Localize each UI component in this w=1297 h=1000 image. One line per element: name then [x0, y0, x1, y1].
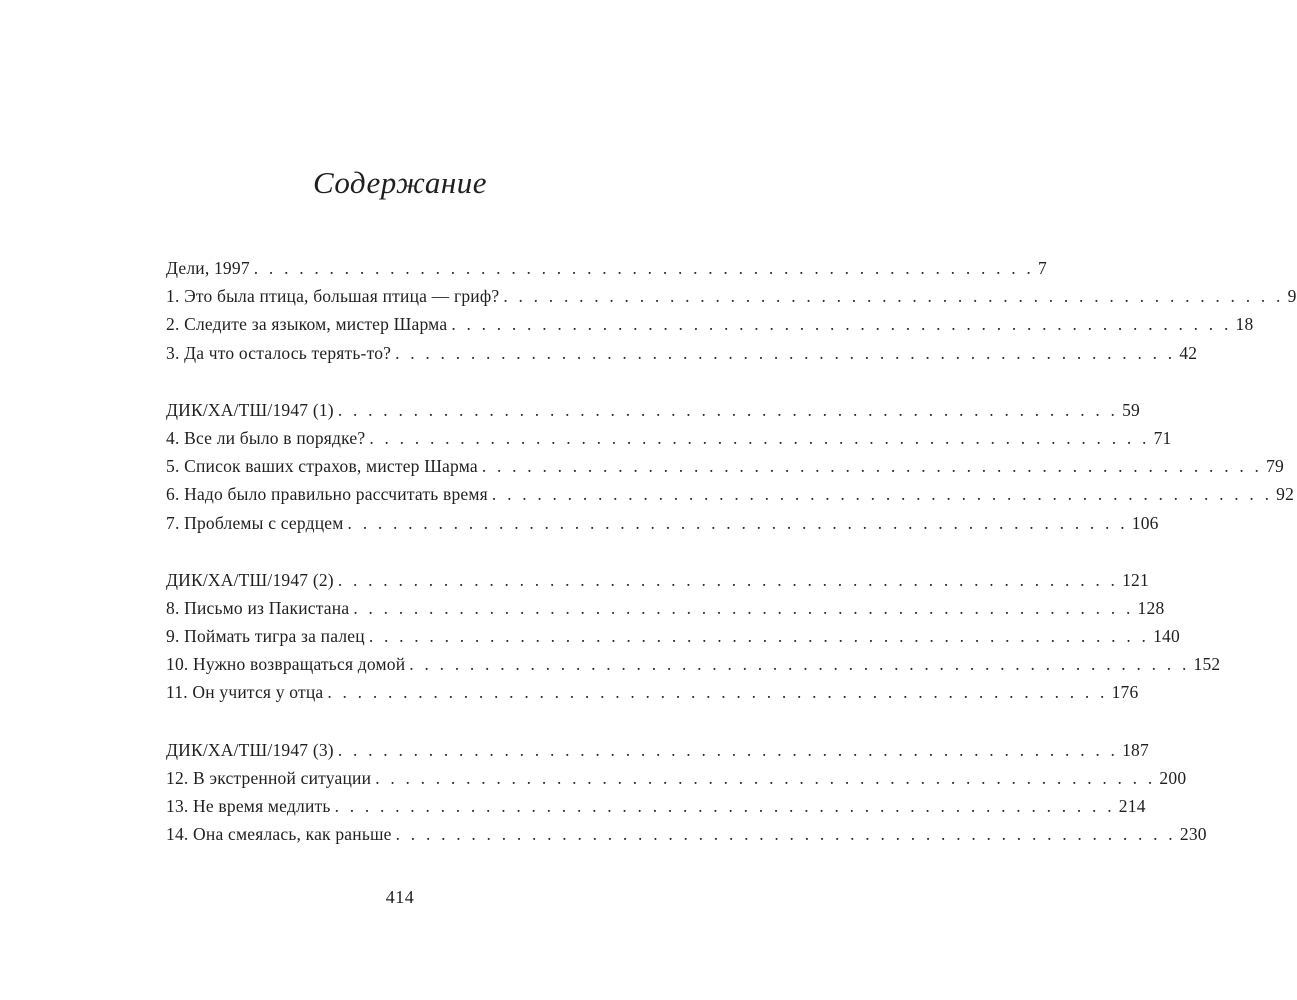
toc-entry [166, 314, 1254, 342]
toc-entry [166, 342, 1198, 371]
toc-entry-title: 12. В экстренной ситуации [166, 767, 372, 788]
toc-dot-leader: . . . . . . . . . . . . . . . . . . . . . . . . . . . . . . . . . . . . . . . . . . . . . . . . . . . . [334, 796, 1115, 816]
toc-dot-leader: . . . . . . . . . . . . . . . . . . . . . . . . . . . . . . . . . . . . . . . . . . . . . . . . . . . . [409, 654, 1190, 675]
toc-entry-title: 5. Список ваших страхов, мистер Шарма [166, 456, 478, 477]
toc-entry-page: 9 [1287, 286, 1297, 307]
toc-entry-title: 10. Нужно возвращаться домой [166, 654, 406, 675]
table-of-contents [166, 258, 1297, 881]
toc-dot-leader: . . . . . . . . . . . . . . . . . . . . . . . . . . . . . . . . . . . . . . . . . . . . . . . . . . . . [395, 342, 1176, 363]
toc-entry-page: 71 [1153, 427, 1172, 448]
toc-entry-title: 14. Она смеялась, как раньше [166, 824, 392, 845]
toc-entry-page: 106 [1131, 512, 1159, 533]
toc-entry [166, 739, 1149, 768]
toc-entry-title: 1. Это была птица, большая птица — гриф? [166, 286, 500, 307]
toc-entry-title: 8. Письмо из Пакистана [166, 597, 350, 618]
toc-dot-leader: . . . . . . . . . . . . . . . . . . . . . . . . . . . . . . . . . . . . . . . . . . . . . . . . . . . . [337, 569, 1119, 590]
toc-dot-leader: . . . . . . . . . . . . . . . . . . . . . . . . . . . . . . . . . . . . . . . . . . . . . . . . . . . . [503, 286, 1284, 307]
toc-entry-title: 13. Не время медлить [166, 796, 331, 816]
toc-entry-page: 128 [1137, 597, 1165, 618]
toc-entry-title: 7. Проблемы с сердцем [166, 512, 344, 533]
toc-entry-page: 7 [1038, 258, 1047, 278]
toc-dot-leader: . . . . . . . . . . . . . . . . . . . . . . . . . . . . . . . . . . . . . . . . . . . . . . . . . . . . [353, 597, 1134, 618]
toc-entry-title: 3. Да что осталось терять-то? [166, 342, 392, 363]
toc-entry-title: 11. Он учится у отца [166, 682, 324, 703]
toc-group [166, 569, 1221, 711]
toc-entry [166, 456, 1284, 484]
toc-dot-leader: . . . . . . . . . . . . . . . . . . . . . . . . . . . . . . . . . . . . . . . . . . . . . . . . . . . . [369, 427, 1150, 448]
toc-dot-leader: . . . . . . . . . . . . . . . . . . . . . . . . . . . . . . . . . . . . . . . . . . . . . . . . . . . . [451, 314, 1232, 335]
toc-entry [166, 399, 1140, 428]
toc-entry-page: 230 [1179, 824, 1207, 845]
toc-entry-title: 2. Следите за языком, мистер Шарма [166, 314, 448, 335]
toc-entry [166, 427, 1172, 456]
toc-entry [166, 597, 1165, 626]
toc-entry [166, 767, 1187, 796]
toc-entry [166, 824, 1207, 852]
toc-dot-leader: . . . . . . . . . . . . . . . . . . . . . . . . . . . . . . . . . . . . . . . . . . . . . . . . . . . . [327, 682, 1108, 703]
toc-entry-page: 140 [1153, 626, 1180, 647]
toc-entry [166, 796, 1146, 824]
toc-entry [166, 258, 1047, 286]
toc-entry-title: 6. Надо было правильно рассчитать время [166, 484, 488, 505]
toc-dot-leader: . . . . . . . . . . . . . . . . . . . . . . . . . . . . . . . . . . . . . . . . . . . . . . . . . . . . [347, 512, 1128, 533]
toc-entry-page: 187 [1122, 739, 1149, 760]
toc-dot-leader: . . . . . . . . . . . . . . . . . . . . . . . . . . . . . . . . . . . . . . . . . . . . . . . . . . . . [337, 739, 1119, 760]
toc-entry [166, 512, 1159, 541]
toc-entry-title: Дели, 1997 [166, 258, 250, 278]
toc-entry [166, 484, 1295, 512]
toc-entry-page: 18 [1235, 314, 1254, 335]
toc-entry-page: 42 [1179, 342, 1198, 363]
toc-entry [166, 626, 1180, 654]
toc-entry-title: ДИК/ХА/ТШ/1947 (3) [166, 739, 334, 760]
toc-group [166, 739, 1207, 853]
toc-entry-page: 121 [1122, 569, 1149, 590]
toc-dot-leader: . . . . . . . . . . . . . . . . . . . . . . . . . . . . . . . . . . . . . . . . . . . . . . . . . . . . [491, 484, 1273, 505]
toc-entry-title: 9. Поймать тигра за палец [166, 626, 365, 647]
toc-group [166, 258, 1297, 371]
toc-dot-leader: . . . . . . . . . . . . . . . . . . . . . . . . . . . . . . . . . . . . . . . . . . . . . . . . . . . . [481, 456, 1263, 477]
toc-entry [166, 682, 1139, 710]
toc-entry-page: 79 [1266, 456, 1284, 477]
toc-entry-page: 214 [1118, 796, 1146, 816]
toc-entry-title: ДИК/ХА/ТШ/1947 (1) [166, 399, 334, 420]
toc-entry-page: 92 [1276, 484, 1295, 505]
toc-entry-page: 152 [1193, 654, 1221, 675]
toc-dot-leader: . . . . . . . . . . . . . . . . . . . . . . . . . . . . . . . . . . . . . . . . . . . . . . . . . . . . [253, 258, 1035, 278]
toc-entry [166, 286, 1297, 314]
toc-entry-page: 176 [1111, 682, 1139, 703]
toc-dot-leader: . . . . . . . . . . . . . . . . . . . . . . . . . . . . . . . . . . . . . . . . . . . . . . . . . . . . [395, 824, 1176, 845]
page-number: 414 [385, 887, 415, 907]
toc-entry-page: 200 [1159, 767, 1187, 788]
toc-entry-title: ДИК/ХА/ТШ/1947 (2) [166, 569, 334, 590]
toc-group [166, 399, 1295, 541]
page-title: Содержание [312, 165, 488, 200]
toc-dot-leader: . . . . . . . . . . . . . . . . . . . . . . . . . . . . . . . . . . . . . . . . . . . . . . . . . . . . [375, 767, 1156, 788]
toc-entry [166, 654, 1221, 682]
toc-entry-page: 59 [1122, 399, 1140, 420]
toc-entry [166, 569, 1149, 598]
toc-entry-title: 4. Все ли было в порядке? [166, 427, 366, 448]
toc-dot-leader: . . . . . . . . . . . . . . . . . . . . . . . . . . . . . . . . . . . . . . . . . . . . . . . . . . . . [368, 626, 1150, 647]
toc-dot-leader: . . . . . . . . . . . . . . . . . . . . . . . . . . . . . . . . . . . . . . . . . . . . . . . . . . . . [337, 399, 1119, 420]
